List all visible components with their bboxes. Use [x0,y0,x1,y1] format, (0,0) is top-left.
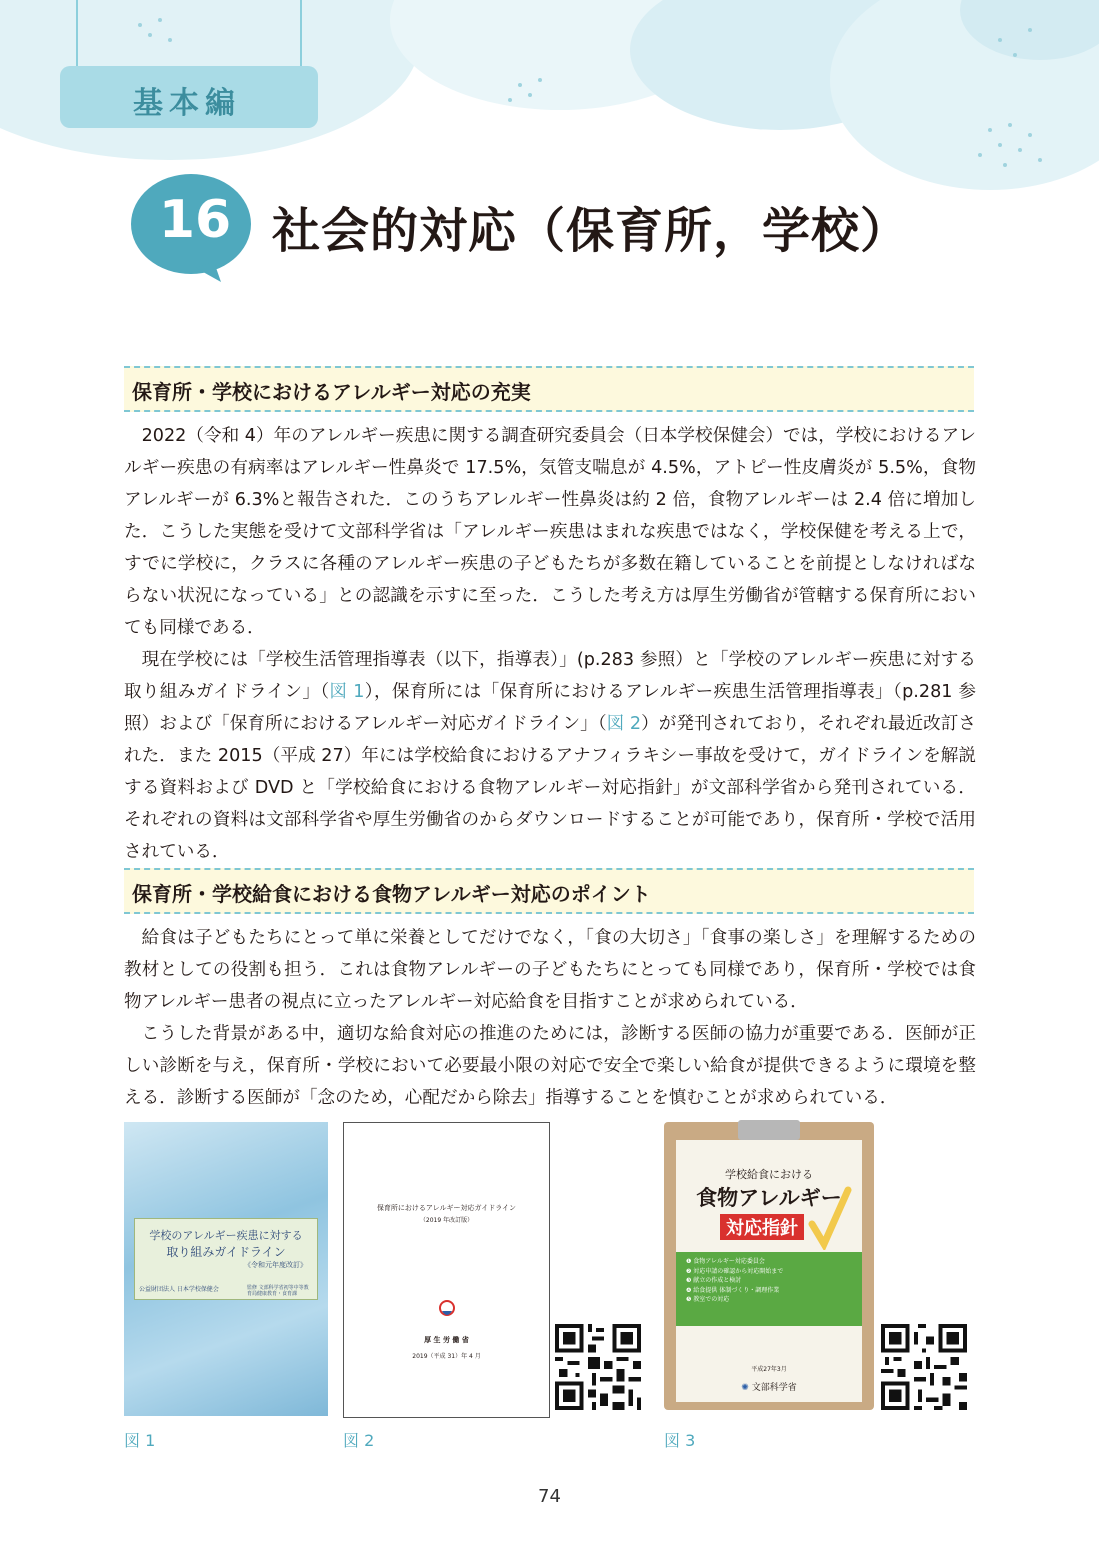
category-label: 基本編 [133,86,241,121]
figure-3-title-line-2: 対応指針 [720,1214,804,1240]
clipboard-clip [738,1120,800,1140]
figure-3-date: 平成27年3月 [751,1366,787,1373]
figure-2-cover [343,1122,550,1418]
section-2-paragraph-1: 給食は子どもたちにとって単に栄養としてだけでなく，「食の大切さ」「食事の楽しさ」を理解するための教材としての役割も担う．これは食物アレルギーの子どもたちにとっても同様であり，保育所・学校では食物アレルギー患者の視点に立ったアレルギー対応給食を目指すことが求められている． [124,928,976,1012]
checkmark-icon [808,1186,852,1250]
qr-code-icon [555,1324,641,1410]
figure-1-caption: 図 1 [124,1431,156,1450]
figure-1-reference: 図 1 [329,682,365,702]
list-item-text: 食物アレルギー対応委員会 [693,1258,765,1265]
list-item-text: 教室での対応 [693,1296,730,1303]
paragraph-text: 現在学校には「学校生活管理指導表（以下，指導表）」(p.283 参照）と「学校のアレルギー疾患に対する取り組みガイドライン」（ [124,650,976,702]
figure-3-title-line-1: 食物アレルギー [696,1186,842,1210]
ministry-logo-icon [438,1299,456,1319]
figure-2-reference: 図 2 [606,714,642,734]
tab-string-left [76,0,78,70]
figure-2-edition: （2019 年改訂版） [419,1217,474,1224]
section-1-body [124,420,976,868]
figure-3-cover [664,1122,874,1410]
figure-3-publisher [676,1380,862,1393]
figure-2-caption: 図 2 [343,1431,375,1450]
figure-3-publisher-text: 文部科学省 [751,1383,797,1393]
section-heading-1 [124,366,974,412]
figure-2-publisher: 厚 生 労 働 省 [424,1336,469,1344]
chapter-number: 16 [158,190,232,250]
figure-1-publisher: 公益財団法人 日本学校保健会 [139,1286,219,1293]
figure-1-cover [124,1122,328,1416]
figure-3-paper [676,1140,862,1402]
section-heading-2 [124,868,974,914]
figure-3-contents-list [676,1252,862,1310]
ministry-emblem-icon: ✺ [741,1383,749,1393]
figure-1-title-line-1: 学校のアレルギー疾患に対する [149,1229,303,1242]
qr-code-icon [881,1324,967,1410]
figure-1-title-line-2: 取り組みガイドライン [166,1245,286,1259]
list-item: ❹ 給食提供 体制づくり・調理作業 [686,1286,780,1294]
paragraph-text: ）が発刊されており，それぞれ最近改訂された．また 2015（平成 27）年には学校給食におけるアナフィラキシー事故を受けて，ガイドラインを解説する資料および DVD と「学校給食における食物アレルギー対応指針」が文部科学省から発刊されている．それぞれの資料は文部科学省や厚生労働省のからダウンロードすることが可能であり，保育所・学校で活用されている． [124,714,976,862]
figure-1-supervisor: 監修 文部科学省初等中等教育局健康教育・食育課 [247,1285,309,1297]
figure-2-title: 保育所におけるアレルギー対応ガイドライン [376,1204,517,1212]
figure-1-subtitle: 《令和元年度改訂》 [244,1261,307,1269]
section-heading-2-text: 保育所・学校給食における食物アレルギー対応のポイント [132,882,651,906]
paragraph-text: ），保育所には「保育所におけるアレルギー疾患生活管理指導表」（p.281 参照）および「保育所におけるアレルギー対応ガイドライン」（ [124,682,976,734]
list-item: ❺ 教室での対応 [686,1296,730,1303]
figure-3-caption: 図 3 [664,1431,696,1450]
list-item-text: 対応申請の確認から対応開始まで [693,1267,784,1275]
section-2-paragraph-2: こうした背景がある中，適切な給食対応の推進のためには，診断する医師の協力が重要である．医師が正しい診断を与え，保育所・学校において必要最小限の対応で安全で楽しい給食が提供できるように環境を整える．診断する医師が「念のため，心配だから除去」指導することを慎むことが求められている． [124,1024,976,1108]
section-1-paragraph-1: 2022（令和 4）年のアレルギー疾患に関する調査研究委員会（日本学校保健会）では，学校におけるアレルギー疾患の有病率はアレルギー性鼻炎で 17.5%，気管支喘息が 4.5%，アトピー性皮膚炎が 5.5%，食物アレルギーが 6.3%と報告された．このうちアレルギー性鼻炎は約 2 倍，食物アレルギーは 2.4 倍に増加した．こうした実態を受けて文部科学省は「アレルギー疾患はまれな疾患ではなく，学校保健を考える上で，すでに学校に，クラスに各種のアレルギー疾患の子どもたちが多数在籍していることを前提としなければならない状況になっている」との認識を示すに至った．こうした考え方は厚生労働省が管轄する保育所においても同様である． [124,426,976,638]
section-2-body [124,922,976,1114]
page-number: 74 [538,1486,561,1507]
section-1-paragraph-2 [124,644,976,868]
list-item-text: 給食提供 体制づくり・調理作業 [693,1286,780,1294]
page-title: 社会的対応（保育所，学校） [272,203,910,259]
list-item: ❸ 献立の作成と検討 [686,1277,742,1284]
tab-string-right [300,0,302,70]
list-item-text: 献立の作成と検討 [693,1277,742,1284]
figure-1-title-box [134,1218,318,1300]
list-item: ❶ 食物アレルギー対応委員会 [686,1258,765,1265]
figure-3-pretitle: 学校給食における [725,1168,813,1181]
section-heading-1-text: 保育所・学校におけるアレルギー対応の充実 [132,380,531,404]
figure-3-contents-box [676,1252,862,1326]
list-item: ❷ 対応申請の確認から対応開始まで [686,1267,784,1275]
figure-2-date: 2019（平成 31）年 4 月 [412,1353,481,1360]
